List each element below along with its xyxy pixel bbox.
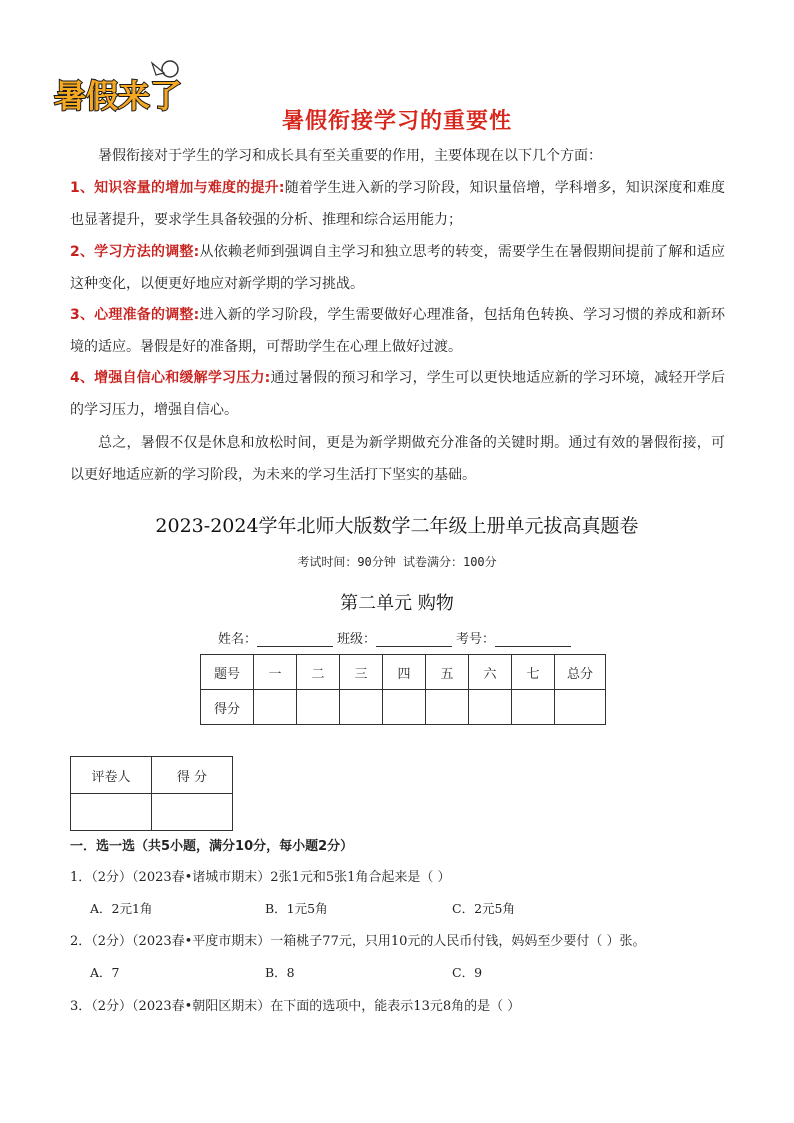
question-2-option-a[interactable]: A．7 <box>90 965 120 980</box>
score-header-cell: 四 <box>383 655 426 690</box>
grader-table <box>70 756 233 831</box>
point-3-lead: 3、心理准备的调整: <box>70 307 200 323</box>
score-cell[interactable] <box>512 690 555 725</box>
score-header-cell: 题号 <box>201 655 254 690</box>
point-1 <box>70 172 725 236</box>
student-info-line <box>218 628 575 647</box>
score-header-cell: 二 <box>297 655 340 690</box>
unit-title: 第二单元 购物 <box>340 593 454 614</box>
point-4-lead: 4、增强自信心和缓解学习压力: <box>70 370 271 386</box>
score-table-score-row <box>201 690 606 725</box>
score-header-cell: 一 <box>254 655 297 690</box>
score-header-cell: 七 <box>512 655 555 690</box>
exam-info: 考试时间：90分钟 试卷满分：100分 <box>297 555 497 569</box>
score-cell[interactable] <box>426 690 469 725</box>
question-2: 2．（2分）（2023春•平度市期末）一箱桃子77元，只用10元的人民币付钱，妈妈至少要付（ ）张。 <box>70 934 646 949</box>
grader-input-row <box>71 794 233 831</box>
intro-paragraph: 暑假衔接对于学生的学习和成长具有至关重要的作用，主要体现在以下几个方面： <box>98 148 602 164</box>
score-cell[interactable] <box>297 690 340 725</box>
score-header-cell: 总分 <box>555 655 606 690</box>
point-4 <box>70 362 725 426</box>
point-2 <box>70 236 725 300</box>
score-header-cell: 三 <box>340 655 383 690</box>
question-3: 3．（2分）（2023春•朝阳区期末）在下面的选项中，能表示13元8角的是（ ） <box>70 999 521 1014</box>
score-header-cell: 六 <box>469 655 512 690</box>
question-1-option-a[interactable]: A．2元1角 <box>90 901 153 916</box>
grader-cell[interactable] <box>71 794 152 831</box>
grader-label: 评卷人 <box>71 757 152 794</box>
section-1-heading: 一．选一选（共5小题，满分10分，每小题2分） <box>70 839 354 854</box>
grader-header-row <box>71 757 233 794</box>
name-label: 姓名： <box>218 632 258 647</box>
conclusion-paragraph: 总之，暑假不仅是休息和放松时间，更是为新学期做充分准备的关键时期。通过有效的暑假衔接，可以更好地适应新的学习阶段，为未来的学习生活打下坚实的基础。 <box>70 435 725 483</box>
exam-title: 2023-2024学年北师大版数学二年级上册单元拔高真题卷 <box>155 515 639 537</box>
class-field[interactable] <box>376 632 452 647</box>
grader-score-cell[interactable] <box>152 794 233 831</box>
point-1-lead: 1、知识容量的增加与难度的提升: <box>70 180 285 196</box>
question-2-option-b[interactable]: B．8 <box>265 965 295 980</box>
name-field[interactable] <box>257 632 333 647</box>
score-table <box>200 654 606 725</box>
score-cell[interactable] <box>340 690 383 725</box>
question-1-option-b[interactable]: B．1元5角 <box>265 901 328 916</box>
number-label: 考号： <box>456 632 496 647</box>
class-label: 班级： <box>337 632 377 647</box>
score-header-cell: 五 <box>426 655 469 690</box>
point-4-text: 通过暑假的预习和学习，学生可以更快地适应新的学习环境，减轻开学后的学习压力，增强自信心。 <box>70 370 725 418</box>
score-table-header-row <box>201 655 606 690</box>
svg-text:暑假来了: 暑假来了 <box>54 77 183 115</box>
question-2-option-c[interactable]: C．9 <box>452 965 483 980</box>
score-cell[interactable] <box>469 690 512 725</box>
point-3-text: 进入新的学习阶段，学生需要做好心理准备，包括角色转换、学习习惯的养成和新环境的适应。暑假是好的准备期，可帮助学生在心理上做好过渡。 <box>70 307 725 355</box>
score-row-label: 得分 <box>201 690 254 725</box>
question-1: 1．（2分）（2023春•诸城市期末）2张1元和5张1角合起来是（ ） <box>70 870 451 885</box>
question-1-option-c[interactable]: C．2元5角 <box>452 901 515 916</box>
point-1-text: 随着学生进入新的学习阶段，知识量倍增，学科增多，知识深度和难度也显著提升，要求学生具备较强的分析、推理和综合运用能力； <box>70 180 726 228</box>
score-cell[interactable] <box>254 690 297 725</box>
score-cell[interactable] <box>555 690 606 725</box>
score-cell[interactable] <box>383 690 426 725</box>
point-3 <box>70 299 725 363</box>
number-field[interactable] <box>495 632 571 647</box>
page-title: 暑假衔接学习的重要性 <box>281 109 512 134</box>
grader-score-label: 得 分 <box>152 757 233 794</box>
point-2-text: 从依赖老师到强调自主学习和独立思考的转变，需要学生在暑假期间提前了解和适应这种变化，以便更好地应对新学期的学习挑战。 <box>70 244 725 292</box>
point-2-lead: 2、学习方法的调整: <box>70 244 200 260</box>
